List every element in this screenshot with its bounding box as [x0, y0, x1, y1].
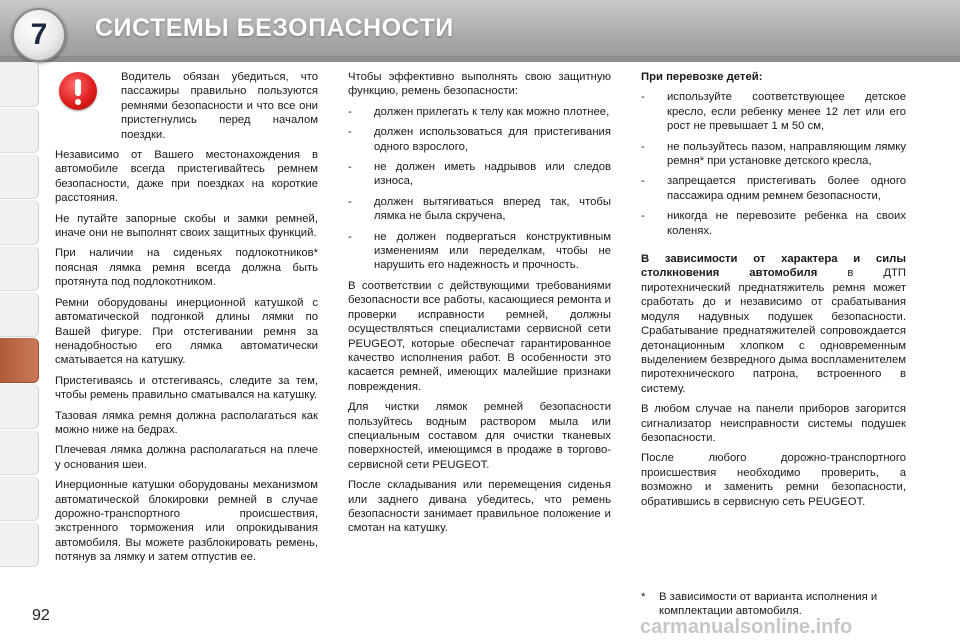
list-item: - не должен подвергаться конструктивным изменениям или переделкам, чтобы не нарушить его надежность и прочность. — [348, 230, 611, 273]
chapter-tab-8[interactable] — [0, 384, 39, 429]
column-middle — [348, 70, 611, 542]
paragraph: В соответствии с действующими требованиями безопасности все работы, касающиеся ремонта и проверки исправности ремней, должны осуществляться специалистами сервисной сети PEUGEOT, которые обеспечат гарантированное качество исполнения работ. В особенности это касается ремней, имеющих малейшие признаки повреждения. — [348, 279, 611, 393]
chapter-tab-3[interactable] — [0, 154, 39, 199]
belt-requirements-list — [348, 105, 611, 273]
paragraph: Для чистки лямок ремней безопасности пользуйтесь водным раствором мыла или специальным составом для очистки тканевых поверхностей, имеющимся в продаже в торгово-сервисной сети PEUGEOT. — [348, 401, 611, 471]
column-left — [55, 70, 318, 571]
list-item: - не пользуйтесь пазом, направляющим лямку ремня* при установке детского кресла, — [641, 140, 906, 169]
impact-heading: В зависимости от характера и силы столкновения автомобиля — [641, 253, 906, 280]
paragraph: Независимо от Вашего местонахождения в автомобиле всегда пристегивайтесь ремнем безопасности, даже при поездках на короткие расстояния. — [55, 149, 318, 205]
chapter-tab-11[interactable] — [0, 522, 39, 567]
exclamation-warning-icon — [59, 72, 97, 110]
chapter-header — [0, 0, 960, 62]
page-number: 92 — [32, 607, 50, 624]
paragraph: Пристегиваясь и отстегиваясь, следите за тем, чтобы ремень правильно сматывался на катушку. — [55, 374, 318, 402]
children-list — [641, 90, 906, 238]
chapter-tab-4[interactable] — [0, 200, 39, 245]
list-item: - никогда не перевозите ребенка на своих коленях. — [641, 209, 906, 238]
impact-text: в ДТП пиротехнический преднатяжитель ремня может сработать до и независимо от срабатывания модуля надувных подушек безопасности. Срабатывание преднатяжителей сопровождается детонационным хлопком с одновременным выделением безвредного дыма воспламенителем пиротехнического патрона, встроенного в систему. — [641, 267, 907, 395]
list-item: - должен вытягиваться вперед так, чтобы лямка не была скручена, — [348, 195, 611, 224]
warning-text: Водитель обязан убедиться, что пассажиры правильно пользуются ремнями безопасности и что все они пристегнулись перед началом поездки. — [121, 71, 318, 141]
list-item: - запрещается пристегивать более одного пассажира одним ремнем безопасности, — [641, 174, 906, 203]
chapter-tab-10[interactable] — [0, 476, 39, 521]
header-shade — [0, 56, 960, 62]
chapter-tab-7-active[interactable] — [0, 338, 39, 383]
chapter-tab-1[interactable] — [0, 62, 39, 107]
paragraph: Не путайте запорные скобы и замки ремней, иначе они не выполнят своих защитных функций. — [55, 212, 318, 240]
list-item: - не должен иметь надрывов или следов износа, — [348, 160, 611, 189]
chapter-title: СИСТЕМЫ БЕЗОПАСНОСТИ — [95, 14, 454, 42]
chapter-number-badge: 7 — [12, 8, 66, 62]
paragraph: Инерционные катушки оборудованы механизмом автоматической блокировки ремней в случае дорожно-транспортного происшествия, экстренного торможения или опрокидывания автомобиля. Вы можете разблокировать ремень, потянув за лямку и затем отпустив ее. — [55, 479, 318, 564]
paragraph: Плечевая лямка должна располагаться на плече у основания шеи. — [55, 444, 318, 471]
paragraph: После любого дорожно-транспортного происшествия необходимо проверить, а возможно и заменить ремни безопасности, обратившись в сервисную сеть PEUGEOT. — [641, 452, 906, 508]
chapter-tab-6[interactable] — [0, 292, 39, 337]
paragraph: Тазовая лямка ремня должна располагаться как можно ниже на бедрах. — [55, 409, 318, 436]
paragraph: При наличии на сиденьях подлокотников* поясная лямка ремня всегда должна быть протянута под подлокотником. — [55, 247, 318, 289]
children-heading: При перевозке детей: — [641, 71, 763, 83]
watermark: carmanualsonline.info — [640, 616, 853, 638]
list-item: - используйте соответствующее детское кресло, если ребенку менее 12 лет или его рост не превышает 1 м 50 см, — [641, 90, 906, 133]
intro-paragraph: Чтобы эффективно выполнять свою защитную функцию, ремень безопасности: — [348, 71, 611, 98]
impact-paragraph — [641, 252, 906, 396]
chapter-tab-2[interactable] — [0, 108, 39, 153]
footnote-text: В зависимости от варианта исполнения и комплектации автомобиля. — [659, 591, 878, 617]
paragraph: В любом случае на панели приборов загорится сигнализатор неисправности системы подушек безопасности. — [641, 403, 906, 444]
footnote — [641, 590, 906, 618]
chapter-tabs — [0, 62, 40, 582]
chapter-tab-5[interactable] — [0, 246, 39, 291]
list-item: - должен использоваться для пристегивания одного взрослого, — [348, 125, 611, 154]
list-item: - должен прилегать к телу как можно плотнее, — [348, 105, 611, 119]
footnote-marker: * — [641, 591, 646, 603]
chapter-tab-9[interactable] — [0, 430, 39, 475]
column-right — [641, 70, 906, 515]
paragraph: Ремни оборудованы инерционной катушкой с автоматической подгонкой длины лямки по Вашей фигуре. При отстегивании ремня за ненадобностью его лямка автоматически сматывается на катушку. — [55, 296, 318, 367]
warning-block — [55, 70, 318, 142]
paragraph: После складывания или перемещения сиденья или заднего дивана убедитесь, что ремень безопасности занимает правильное положение и смотан на катушку. — [348, 479, 611, 535]
